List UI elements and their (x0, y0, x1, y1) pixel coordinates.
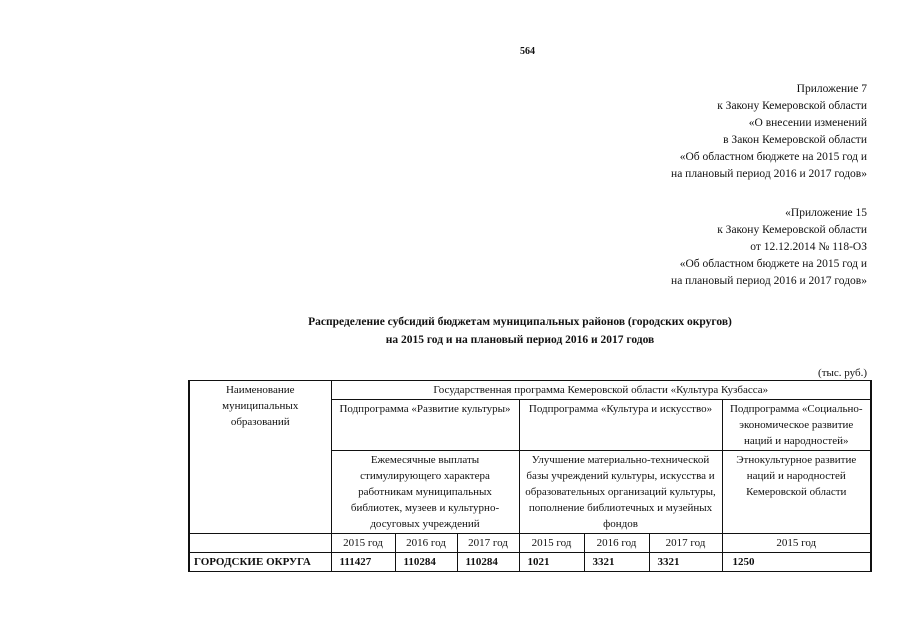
year-header: 2017 год (457, 534, 519, 553)
appendix-line: к Закону Кемеровской области (717, 100, 867, 112)
subprogram-header-culture-development: Подпрограмма «Развитие культуры» (331, 400, 519, 451)
units-label: (тыс. руб.) (818, 367, 867, 379)
municipality-header: Наименование муниципальных образований (189, 381, 331, 534)
appendix-line: на плановый период 2016 и 2017 годов» (671, 275, 867, 287)
subsidy-table (188, 380, 872, 572)
value-cell: 3321 (584, 553, 649, 572)
year-header: 2015 год (519, 534, 584, 553)
year-header: 2015 год (722, 534, 871, 553)
year-header: 2016 год (584, 534, 649, 553)
purpose-socioeconomic: Этнокультурное развитие наций и народностей Кемеровской области (722, 451, 871, 534)
table-row (189, 553, 871, 572)
value-cell: 110284 (457, 553, 519, 572)
page-number: 564 (520, 46, 535, 57)
subprogram-header-culture-art: Подпрограмма «Культура и искусство» (519, 400, 722, 451)
appendix-line: «Об областном бюджете на 2015 год и (679, 258, 867, 270)
year-header: 2017 год (649, 534, 722, 553)
purpose-culture-development: Ежемесячные выплаты стимулирующего характера работникам муниципальных библиотек, музеев и культурно-досуговых учреждений (331, 451, 519, 534)
appendix-line: «Об областном бюджете на 2015 год и (679, 151, 867, 163)
value-cell: 1021 (519, 553, 584, 572)
subprogram-header-socioeconomic: Подпрограмма «Социально-экономическое развитие наций и народностей» (722, 400, 871, 451)
value-cell: 1250 (722, 553, 871, 572)
appendix-line: «О внесении изменений (748, 117, 867, 129)
appendix-line: Приложение 7 (796, 83, 867, 95)
appendix-15-note (671, 205, 867, 290)
year-header: 2016 год (395, 534, 457, 553)
row-label: ГОРОДСКИЕ ОКРУГА (189, 553, 331, 572)
year-header-empty (189, 534, 331, 553)
year-header: 2015 год (331, 534, 395, 553)
document-heading (200, 313, 840, 349)
value-cell: 3321 (649, 553, 722, 572)
heading-line-2: на 2015 год и на плановый период 2016 и 2017 годов (385, 334, 655, 346)
value-cell: 110284 (395, 553, 457, 572)
appendix-line: «Приложение 15 (785, 207, 867, 219)
appendix-line: от 12.12.2014 № 118-ОЗ (750, 241, 867, 253)
appendix-line: в Закон Кемеровской области (723, 134, 867, 146)
appendix-line: к Закону Кемеровской области (717, 224, 867, 236)
heading-line-1: Распределение субсидий бюджетам муниципальных районов (городских округов) (308, 316, 732, 328)
appendix-7-note (671, 81, 867, 183)
program-header: Государственная программа Кемеровской области «Культура Кузбасса» (331, 381, 871, 400)
purpose-culture-art: Улучшение материально-технической базы учреждений культуры, искусства и образовательных организаций культуры, пополнение библиотечных и музейных фондов (519, 451, 722, 534)
value-cell: 111427 (331, 553, 395, 572)
appendix-line: на плановый период 2016 и 2017 годов» (671, 168, 867, 180)
